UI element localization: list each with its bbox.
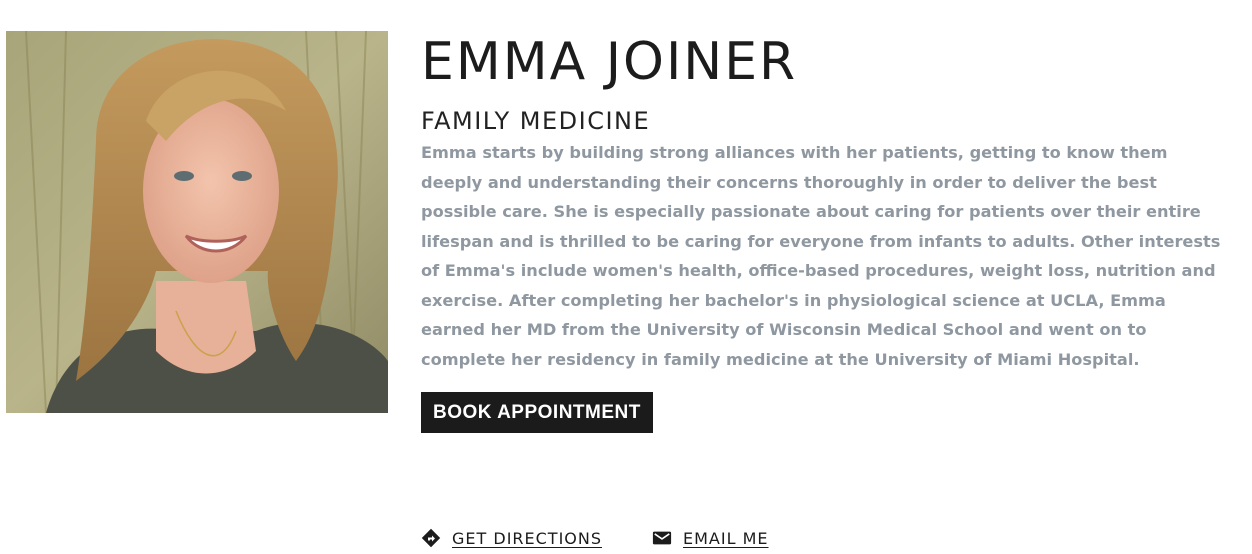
- contact-links: [421, 528, 819, 548]
- envelope-icon: [652, 528, 672, 548]
- get-directions-link[interactable]: [421, 528, 602, 548]
- book-appointment-button[interactable]: BOOK APPOINTMENT: [421, 392, 653, 433]
- doctor-bio: Emma starts by building strong alliances with her patients, getting to know them deeply and understanding their concerns thoroughly in order to deliver the best possible care. She is especially passionate about caring for patients over their entire lifespan and is thrilled to be caring for everyone from infants to adults. Other interests of Emma's include women's health, office-based procedures, weight loss, nutrition and exercise. After completing her bachelor's in physiological science at UCLA, Emma earned her MD from the University of Wisconsin Medical School and went on to complete her residency in family medicine at the University of Miami Hospital.: [421, 143, 1221, 369]
- directions-icon: [421, 528, 441, 548]
- get-directions-label: GET DIRECTIONS: [452, 528, 603, 548]
- email-me-link[interactable]: [652, 528, 769, 548]
- doctor-specialty: FAMILY MEDICINE: [421, 107, 651, 135]
- email-me-label: EMAIL ME: [683, 528, 769, 548]
- profile-photo: [6, 31, 388, 413]
- doctor-name: EMMA JOINER: [421, 32, 798, 92]
- profile-content: [421, 30, 1231, 433]
